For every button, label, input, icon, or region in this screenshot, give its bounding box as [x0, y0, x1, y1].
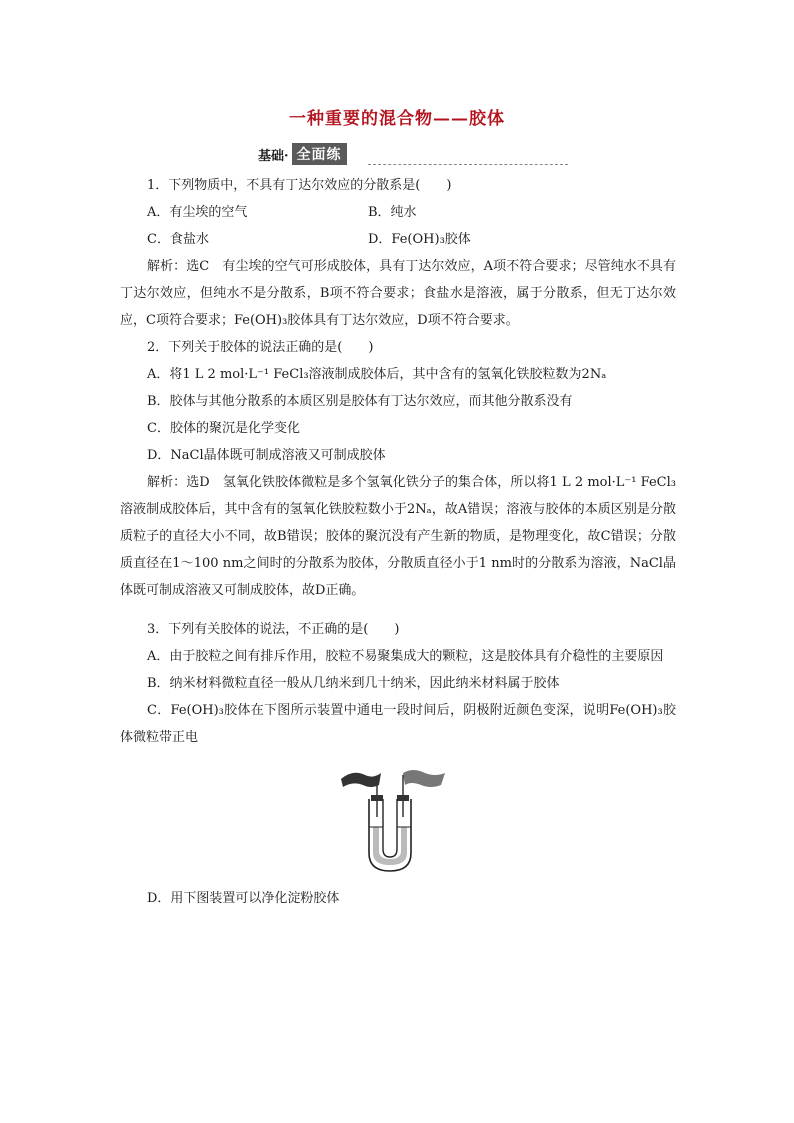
q1-stem: 1．下列物质中，不具有丁达尔效应的分散系是( ) [147, 178, 452, 193]
section-label: 基础· [258, 148, 289, 164]
q2-analysis: 解析：选D 氢氧化铁胶体微粒是多个氢氧化铁分子的集合体，所以将1 L 2 mol·L⁻¹ FeCl₃溶液制成胶体后，其中含有的氢氧化铁胶粒数小于2Nₐ，故A错误；溶液与胶体的本质区别是分散质粒子的直径大小不同，故B错误；胶体的聚沉没有产生新的物质，是物理变化，故C错误；分散质直径在1～100 nm之间时的分散系为胶体，分散质直径小于1 nm时的分散系为溶液，NaCl晶体既可制成溶液又可制成胶体，故D正确。 [120, 475, 676, 598]
q1-option-a: A．有尘埃的空气 [147, 205, 248, 220]
q3-stem: 3．下列有关胶体的说法，不正确的是( ) [147, 622, 400, 637]
q1-option-d: D．Fe(OH)₃胶体 [368, 232, 471, 247]
section-divider [368, 164, 568, 165]
u-tube-electrophoresis-icon [333, 765, 463, 875]
q2-stem: 2．下列关于胶体的说法正确的是( ) [147, 340, 374, 355]
q1-options-row2 [120, 226, 676, 253]
q3-option-a: A．由于胶粒之间有排斥作用，胶粒不易聚集成大的颗粒，这是胶体具有介稳性的主要原因 [147, 649, 664, 664]
q1-options-row1 [120, 199, 676, 226]
section-box: 全面练 [292, 143, 347, 165]
q1-option-b: B．纯水 [368, 205, 417, 220]
u-tube-figure [120, 765, 676, 875]
q2-option-a: A．将1 L 2 mol·L⁻¹ FeCl₃溶液制成胶体后，其中含有的氢氧化铁胶粒数为2Nₐ [147, 367, 607, 382]
q2-option-d: D．NaCl晶体既可制成溶液又可制成胶体 [147, 448, 386, 463]
q3-option-c: C．Fe(OH)₃胶体在下图所示装置中通电一段时间后，阴极附近颜色变深，说明Fe(OH)₃胶体微粒带正电 [120, 703, 676, 745]
question-content [120, 172, 676, 912]
q2-option-c: C．胶体的聚沉是化学变化 [147, 421, 300, 436]
q3-option-d: D．用下图装置可以净化淀粉胶体 [147, 891, 340, 906]
q1-option-c: C．食盐水 [147, 232, 209, 247]
q2-option-b: B．胶体与其他分散系的本质区别是胶体有丁达尔效应，而其他分散系没有 [147, 394, 573, 409]
section-tag [258, 143, 347, 165]
q1-analysis: 解析：选C 有尘埃的空气可形成胶体，具有丁达尔效应，A项不符合要求；尽管纯水不具有丁达尔效应，但纯水不是分散系，B项不符合要求；食盐水是溶液，属于分散系，但无丁达尔效应，C项符合要求；Fe(OH)₃胶体具有丁达尔效应，D项不符合要求。 [120, 259, 676, 328]
page-title: 一种重要的混合物——胶体 [289, 109, 505, 129]
q3-option-b: B．纳米材料微粒直径一般从几纳米到几十纳米，因此纳米材料属于胶体 [147, 676, 560, 691]
